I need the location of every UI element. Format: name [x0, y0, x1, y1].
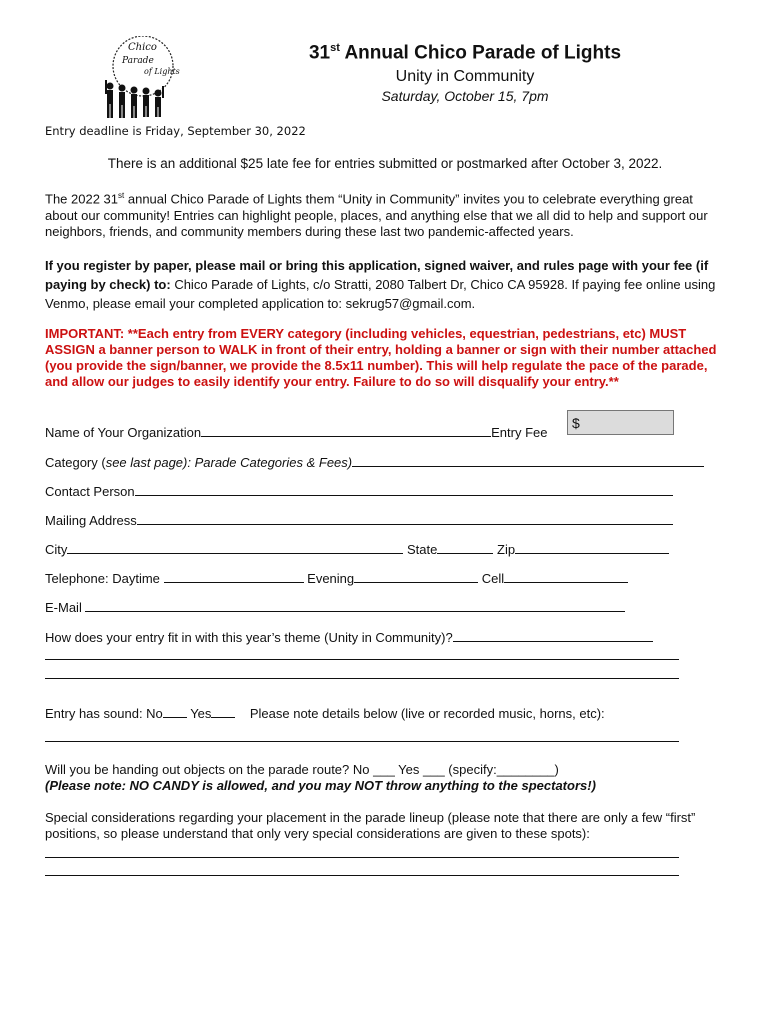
theme-question: How does your entry fit in with this year’s theme (Unity in Community)? — [45, 629, 653, 645]
city-state-zip-field[interactable]: City State Zip — [45, 541, 669, 557]
event-date: Saturday, October 15, 7pm — [381, 88, 549, 104]
page-subtitle: Unity in Community — [395, 68, 535, 85]
register-instructions: If you register by paper, please mail or bring this application, signed waiver, and rules page with your fee (if paying by check) to: Chico Parade of Lights, c/o Stratti, 2080 Talbert Dr, Chico CA 95928. If paying fee online using Venmo, please email your completed application to: sekrug57@gmail.com. — [45, 258, 716, 311]
mailing-address-field[interactable]: Mailing Address — [45, 512, 673, 528]
contact-person-field[interactable]: Contact Person — [45, 483, 673, 499]
answer-line[interactable] — [45, 875, 679, 876]
email-field[interactable]: E-Mail — [45, 599, 625, 615]
category-field[interactable]: Category (see last page): Parade Categories & Fees) — [45, 454, 704, 470]
candy-note: (Please note: NO CANDY is allowed, and you may NOT throw anything to the spectators!) — [45, 778, 596, 793]
intro-paragraph: The 2022 31st annual Chico Parade of Lights them “Unity in Community” invites you to celebrate everything great about our community! Entries can highlight people, places, and anything else that we all did to help and support our neighbors, friends, and community members during these last two pandemic-affected years. — [45, 191, 708, 240]
organization-field[interactable]: Name of Your Organization Entry Fee — [45, 425, 548, 440]
telephone-field[interactable]: Telephone: Daytime Evening Cell — [45, 570, 628, 586]
answer-line[interactable] — [45, 857, 679, 858]
important-notice: IMPORTANT: **Each entry from EVERY category (including vehicles, equestrian, pedestrians, etc) MUST ASSIGN a banner person to WALK in front of their entry, holding a banner or sign with their number attached (you provide the sign/banner, we provide the 8.5x11 number). This will help regulate the pace of the parade, and allow our judges to easily identify your entry. Failure to do so will disqualify your entry.** — [45, 326, 717, 389]
logo-text-chico: Chico — [128, 42, 157, 53]
page-title: 31st Annual Chico Parade of Lights — [308, 42, 622, 64]
answer-line[interactable] — [45, 678, 679, 679]
answer-line[interactable] — [45, 741, 679, 742]
chico-parade-logo — [100, 36, 186, 122]
special-considerations: Special considerations regarding your placement in the parade lineup (please note that there are only a few “first” positions, so please understand that only very special considerations are given to these spots): — [45, 810, 696, 841]
late-fee-notice: There is an additional $25 late fee for entries submitted or postmarked after October 3, 2022. — [107, 156, 663, 171]
answer-line[interactable] — [45, 659, 679, 660]
sound-question: Entry has sound: No Yes Please note details below (live or recorded music, horns, etc): — [45, 706, 605, 721]
entry-deadline: Entry deadline is Friday, September 30, 2022 — [45, 124, 306, 138]
logo-text-parade: Parade — [122, 56, 154, 66]
logo-text-lights: of Lights — [144, 67, 180, 76]
objects-question: Will you be handing out objects on the parade route? No ___ Yes ___ (specify:________) — [45, 762, 559, 777]
entry-fee-box[interactable]: $ — [567, 410, 674, 435]
